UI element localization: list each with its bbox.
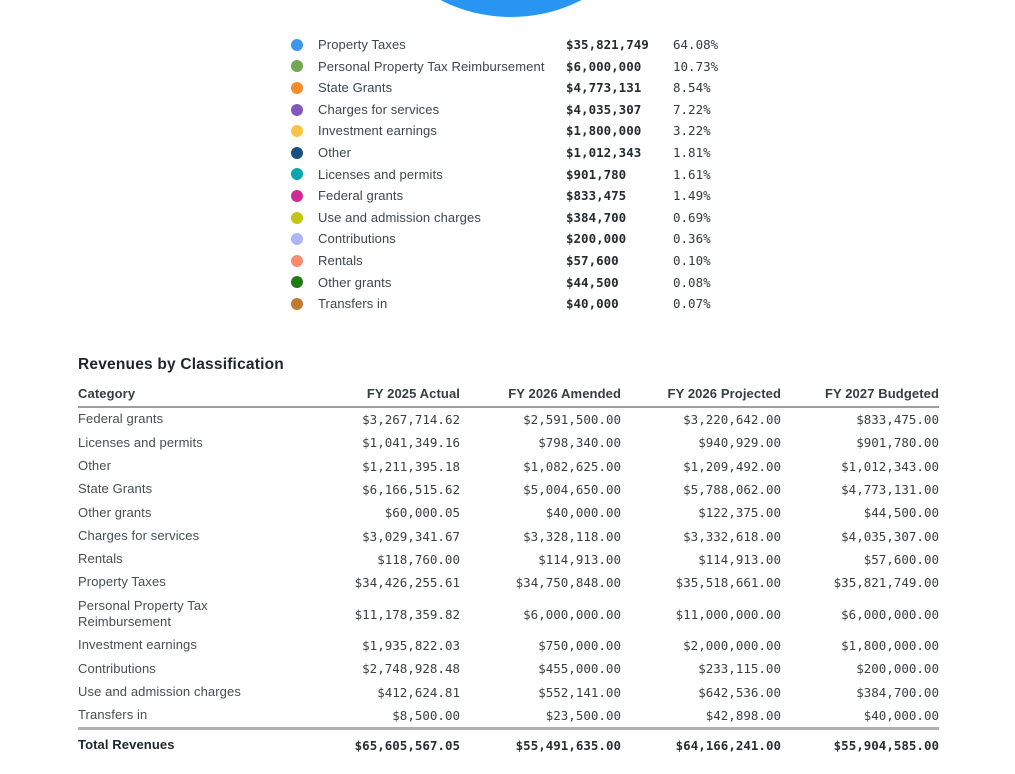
table-row	[78, 501, 939, 524]
row-category: Other	[78, 457, 112, 473]
row-value-col1: $11,178,359.82	[354, 606, 460, 622]
table-row	[78, 657, 939, 680]
row-value-col3: $114,913.00	[698, 551, 781, 567]
row-value-col1: $8,500.00	[392, 708, 460, 724]
legend-swatch-icon	[291, 190, 303, 202]
table-row	[78, 634, 939, 657]
row-category: State Grants	[78, 481, 153, 497]
legend-percent: 0.07%	[673, 296, 711, 312]
legend-value: $4,773,131	[566, 80, 642, 96]
row-value-col1: $3,029,341.67	[362, 528, 460, 544]
legend-value: $200,000	[566, 231, 627, 247]
row-value-col1: $6,166,515.62	[362, 481, 460, 497]
row-value-col2: $552,141.00	[538, 684, 621, 700]
legend-swatch-icon	[291, 298, 303, 310]
legend-label: Charges for services	[318, 101, 440, 117]
row-value-col1: $60,000.05	[384, 505, 460, 521]
legend-swatch-icon	[291, 212, 303, 224]
row-value-col4: $833,475.00	[856, 412, 939, 428]
legend-item[interactable]	[291, 99, 741, 121]
row-value-col2: $6,000,000.00	[523, 606, 621, 622]
legend-value: $35,821,749	[566, 37, 649, 52]
row-category: Rentals	[78, 551, 123, 567]
row-value-col2: $455,000.00	[538, 661, 621, 677]
column-header-fy2025-actual: FY 2025 Actual	[300, 384, 460, 407]
legend-swatch-icon	[291, 233, 303, 245]
legend-percent: 1.81%	[673, 144, 711, 160]
column-header-fy2026-projected: FY 2026 Projected	[621, 384, 781, 407]
row-value-col3: $940,929.00	[698, 435, 781, 451]
legend-label: Federal grants	[318, 188, 404, 204]
legend-swatch-icon	[291, 255, 303, 267]
legend-value: $4,035,307	[566, 101, 642, 117]
legend-value: $40,000	[566, 296, 619, 312]
row-category: Use and admission charges	[78, 683, 241, 699]
row-value-col2: $5,004,650.00	[523, 481, 621, 497]
row-value-col3: $42,898.00	[705, 708, 781, 724]
row-value-col4: $901,780.00	[856, 435, 939, 451]
row-value-col4: $384,700.00	[856, 684, 939, 700]
legend-label: Property Taxes	[318, 37, 406, 52]
legend-value: $384,700	[566, 209, 627, 225]
table-row	[78, 594, 939, 634]
row-value-col2: $750,000.00	[538, 638, 621, 654]
legend-swatch-icon	[291, 125, 303, 137]
legend-label: Other	[318, 144, 352, 160]
legend-item[interactable]	[291, 207, 741, 229]
pie-chart-fragment	[356, 0, 666, 17]
table-row	[78, 431, 939, 454]
legend-percent: 8.54%	[673, 80, 711, 96]
legend-swatch-icon	[291, 60, 303, 72]
row-value-col1: $1,211,395.18	[362, 458, 460, 474]
legend-swatch-icon	[291, 147, 303, 159]
row-value-col2: $40,000.00	[545, 505, 621, 521]
row-value-col1: $3,267,714.62	[362, 412, 460, 428]
legend-percent: 0.36%	[673, 231, 711, 247]
total-revenues-row	[78, 729, 939, 757]
row-value-col3: $3,332,618.00	[683, 528, 781, 544]
row-value-col2: $114,913.00	[538, 551, 621, 567]
row-value-col3: $2,000,000.00	[683, 638, 781, 654]
column-header-category: Category	[78, 384, 300, 407]
row-category: Transfers in	[78, 707, 148, 723]
table-row	[78, 571, 939, 594]
row-value-col2: $23,500.00	[545, 708, 621, 724]
legend-swatch-icon	[291, 276, 303, 288]
column-header-fy2027-budgeted: FY 2027 Budgeted	[781, 384, 939, 407]
table-row	[78, 455, 939, 478]
row-value-col4: $44,500.00	[863, 505, 939, 521]
row-category: Charges for services	[78, 527, 200, 543]
legend-item[interactable]	[291, 185, 741, 207]
row-value-col3: $5,788,062.00	[683, 481, 781, 497]
row-value-col3: $11,000,000.00	[675, 606, 781, 622]
legend-value: $57,600	[566, 252, 619, 268]
row-value-col3: $35,518,661.00	[675, 575, 781, 591]
row-value-col3: $1,209,492.00	[683, 458, 781, 474]
revenues-table	[78, 384, 939, 757]
legend-percent: 0.08%	[673, 274, 711, 290]
legend-percent: 1.49%	[673, 188, 711, 204]
table-header-row	[78, 384, 939, 407]
table-row	[78, 478, 939, 501]
table-row	[78, 548, 939, 571]
legend-percent: 3.22%	[673, 123, 711, 139]
row-value-col2: $3,328,118.00	[523, 528, 621, 544]
legend-label: Contributions	[318, 231, 396, 247]
legend-swatch-icon	[291, 39, 303, 51]
table-row	[78, 704, 939, 729]
row-value-col1: $118,760.00	[377, 551, 460, 567]
row-category: Federal grants	[78, 411, 164, 427]
table-body	[78, 407, 939, 729]
row-value-col4: $1,012,343.00	[841, 458, 939, 474]
legend-percent: 0.10%	[673, 252, 711, 268]
total-fy2025: $65,605,567.05	[300, 729, 460, 757]
total-fy2026-amended: $55,491,635.00	[460, 729, 621, 757]
legend-swatch-icon	[291, 168, 303, 180]
legend-label: Investment earnings	[318, 123, 437, 139]
revenues-section	[78, 355, 939, 757]
row-value-col2: $34,750,848.00	[515, 575, 621, 591]
row-category: Other grants	[78, 504, 152, 520]
legend-percent: 64.08%	[673, 37, 719, 52]
row-value-col1: $412,624.81	[377, 684, 460, 700]
table-row	[78, 407, 939, 431]
row-value-col4: $4,035,307.00	[841, 528, 939, 544]
legend-percent: 0.69%	[673, 209, 711, 225]
legend-label: Use and admission charges	[318, 209, 481, 225]
legend-value: $901,780	[566, 166, 627, 182]
legend-item[interactable]	[291, 250, 741, 272]
legend-item[interactable]	[291, 164, 741, 186]
total-label: Total Revenues	[78, 729, 300, 757]
legend-item[interactable]	[291, 120, 741, 142]
legend-item[interactable]	[291, 228, 741, 250]
legend-percent: 1.61%	[673, 166, 711, 182]
row-value-col4: $57,600.00	[863, 551, 939, 567]
row-value-col4: $35,821,749.00	[833, 575, 939, 591]
legend-item[interactable]	[291, 272, 741, 294]
legend-percent: 7.22%	[673, 101, 711, 117]
row-value-col2: $2,591,500.00	[523, 412, 621, 428]
row-category: Personal Property Tax Reimbursement	[78, 597, 208, 630]
legend-item[interactable]	[291, 293, 741, 315]
total-fy2026-projected: $64,166,241.00	[621, 729, 781, 757]
row-value-col3: $122,375.00	[698, 505, 781, 521]
legend-value: $1,800,000	[566, 123, 642, 139]
legend-value: $1,012,343	[566, 144, 642, 160]
legend-value: $44,500	[566, 274, 619, 290]
total-fy2027: $55,904,585.00	[781, 729, 939, 757]
pie-legend	[291, 34, 741, 315]
row-value-col4: $40,000.00	[863, 708, 939, 724]
legend-label: Personal Property Tax Reimbursement	[318, 58, 545, 74]
legend-label: Licenses and permits	[318, 166, 443, 182]
row-category: Licenses and permits	[78, 434, 203, 450]
row-value-col3: $3,220,642.00	[683, 412, 781, 428]
legend-label: State Grants	[318, 80, 393, 96]
legend-swatch-icon	[291, 82, 303, 94]
row-category: Contributions	[78, 660, 156, 676]
legend-label: Transfers in	[318, 296, 388, 312]
legend-percent: 10.73%	[673, 58, 719, 74]
table-row	[78, 681, 939, 704]
table-title: Revenues by Classification	[78, 356, 284, 373]
row-value-col2: $1,082,625.00	[523, 458, 621, 474]
row-value-col1: $1,041,349.16	[362, 435, 460, 451]
row-value-col4: $6,000,000.00	[841, 606, 939, 622]
row-value-col3: $642,536.00	[698, 684, 781, 700]
row-category: Property Taxes	[78, 574, 166, 590]
row-category: Investment earnings	[78, 637, 197, 653]
row-value-col1: $1,935,822.03	[362, 638, 460, 654]
legend-value: $6,000,000	[566, 58, 642, 74]
row-value-col2: $798,340.00	[538, 435, 621, 451]
row-value-col4: $1,800,000.00	[841, 638, 939, 654]
row-value-col1: $34,426,255.61	[354, 575, 460, 591]
legend-item[interactable]	[291, 142, 741, 164]
legend-swatch-icon	[291, 104, 303, 116]
row-value-col4: $4,773,131.00	[841, 481, 939, 497]
column-header-fy2026-amended: FY 2026 Amended	[460, 384, 621, 407]
legend-item[interactable]	[291, 34, 741, 56]
legend-label: Rentals	[318, 252, 363, 268]
legend-item[interactable]	[291, 56, 741, 78]
table-row	[78, 524, 939, 547]
row-value-col3: $233,115.00	[698, 661, 781, 677]
legend-value: $833,475	[566, 188, 627, 204]
legend-item[interactable]	[291, 77, 741, 99]
row-value-col4: $200,000.00	[856, 661, 939, 677]
row-value-col1: $2,748,928.48	[362, 661, 460, 677]
legend-label: Other grants	[318, 274, 392, 290]
